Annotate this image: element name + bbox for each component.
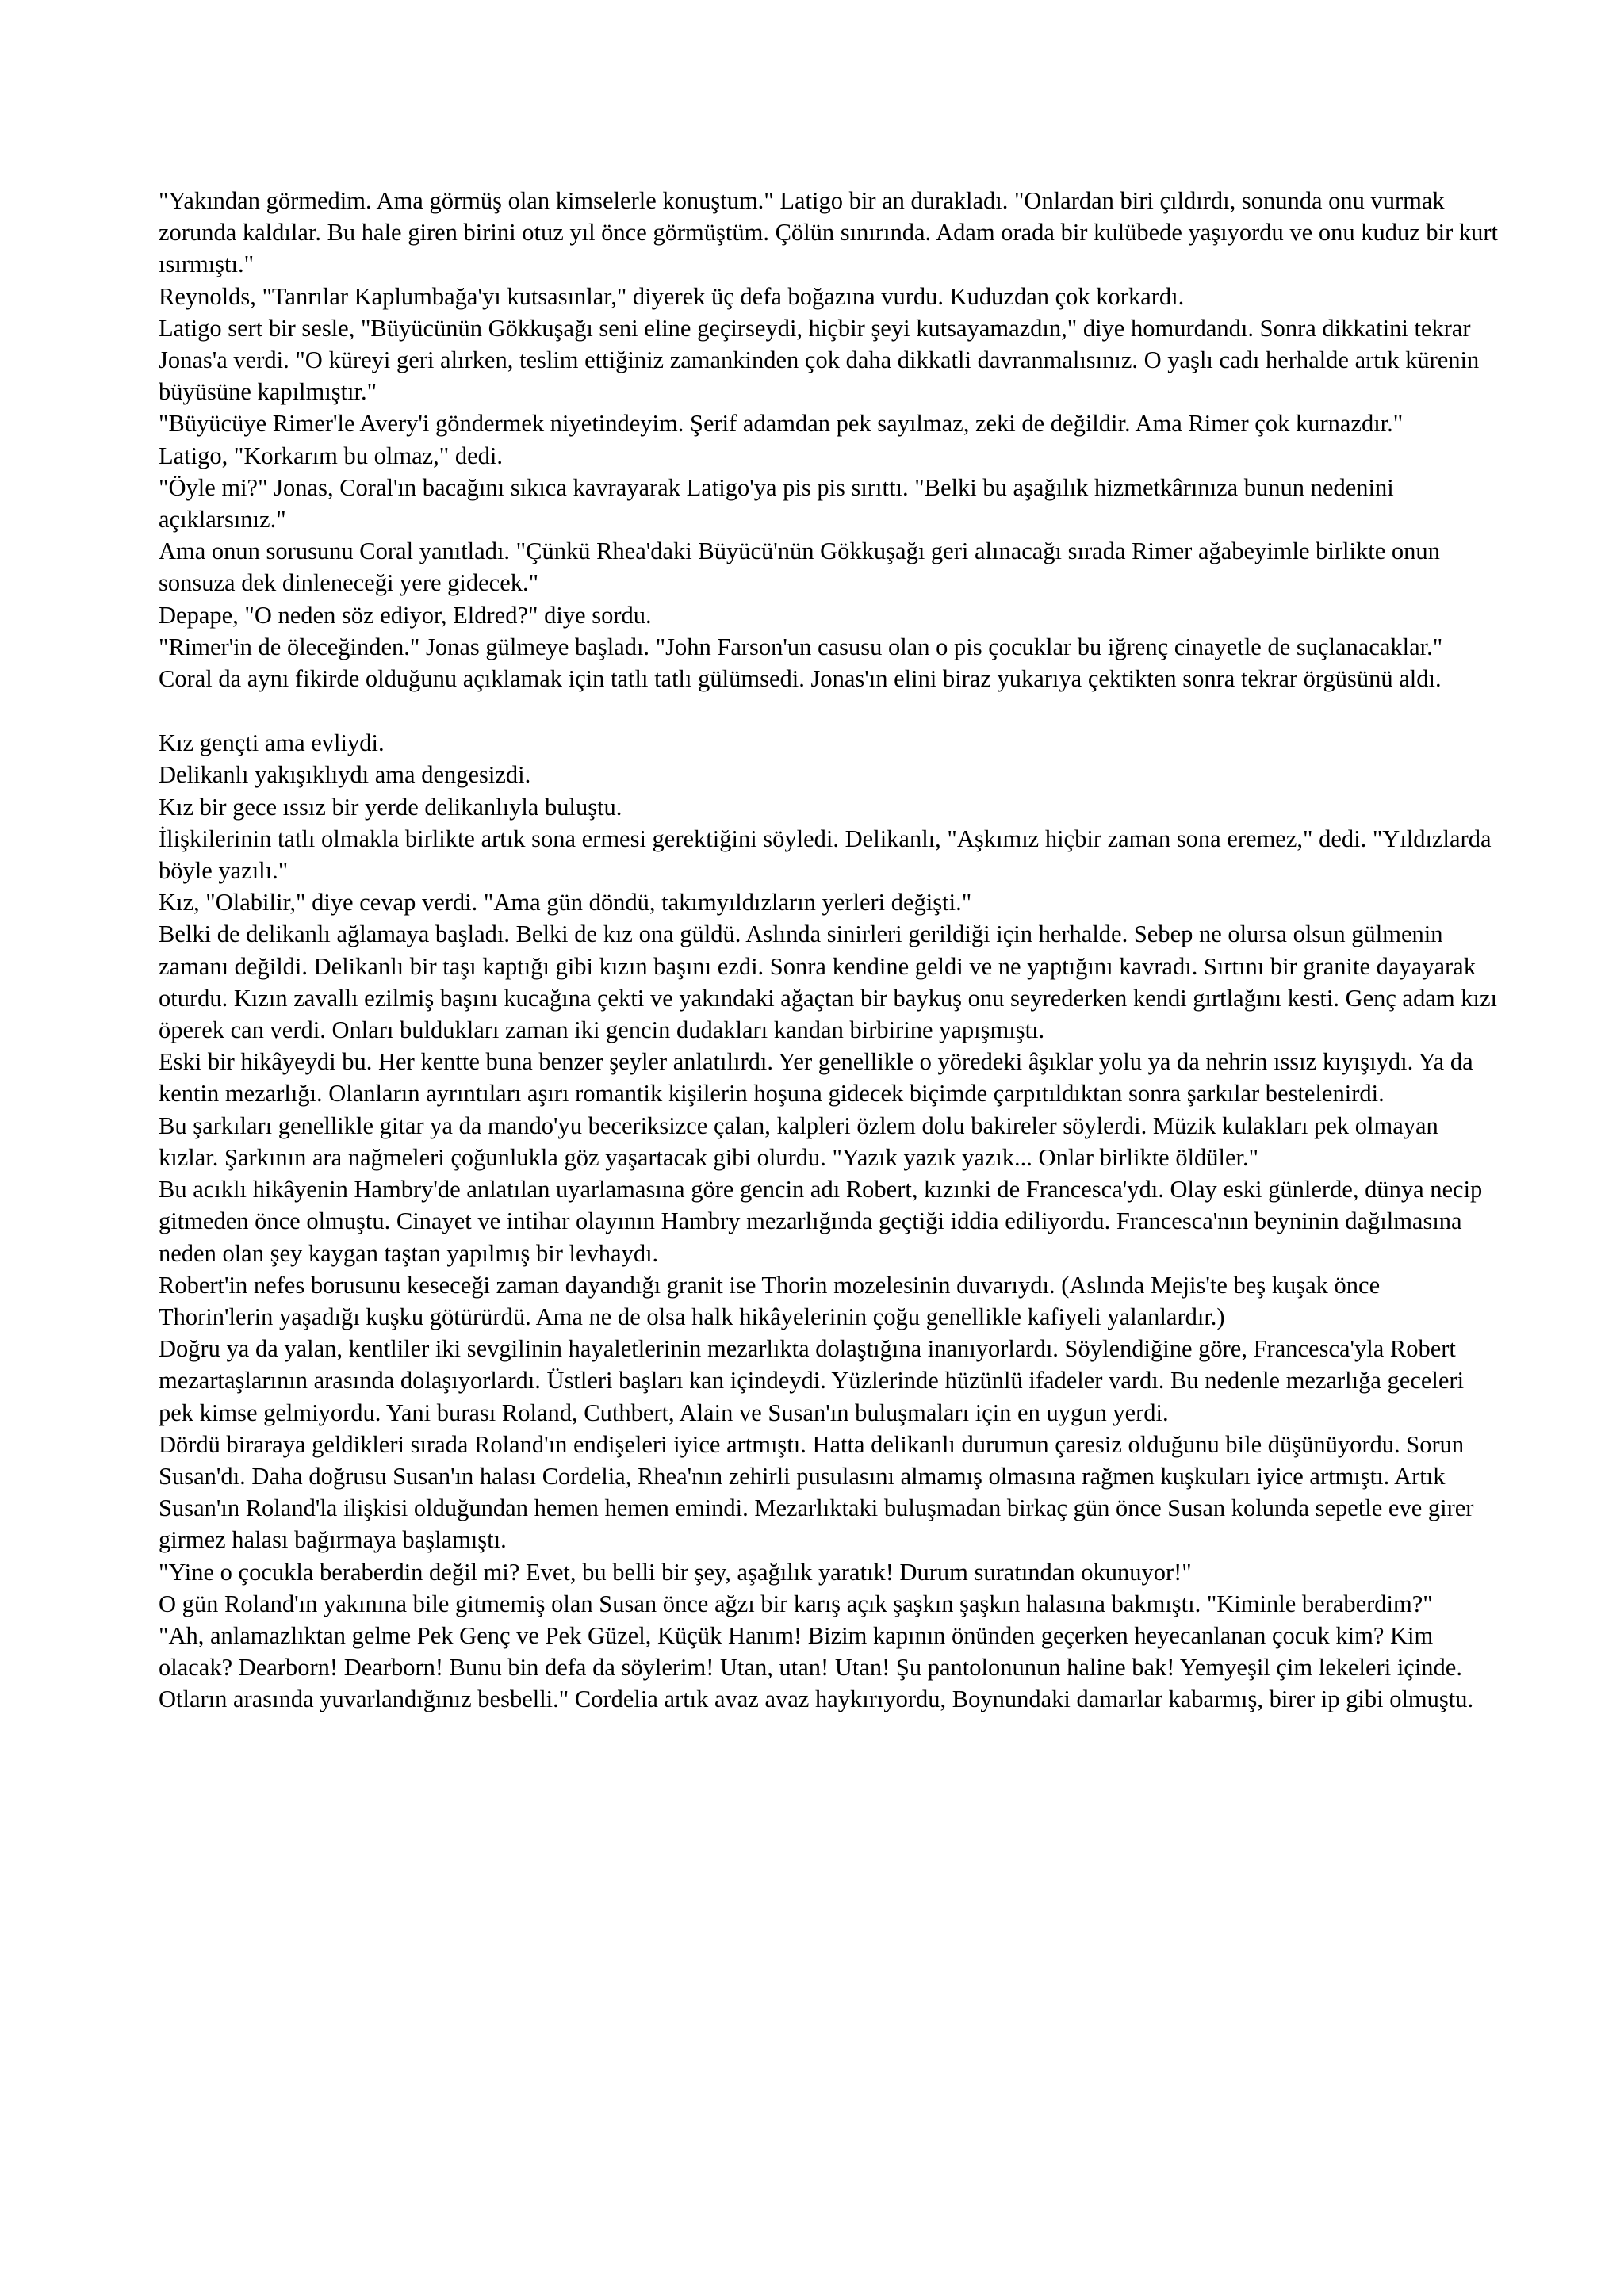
paragraph: "Öyle mi?" Jonas, Coral'ın bacağını sıkıca kavrayarak Latigo'ya pis pis sırıttı. "Belki bu aşağılık hizmetkârınıza bunun nedenini açıklarsınız.": [159, 473, 1394, 534]
paragraph: Bu şarkıları genellikle gitar ya da mando'yu beceriksizce çalan, kalpleri özlem dolu bakireler söylerdi. Müzik kulakları pek olmayan kızlar. Şarkının ara nağmeleri çoğunlukla göz yaşartacak gibi olurdu. "Yazık yazık yazık... Onlar birlikte öldüler.": [159, 1112, 1438, 1171]
paragraph: Coral da aynı fikirde olduğunu açıklamak için tatlı tatlı gülümsedi. Jonas'ın elini biraz yukarıya çektikten sonra tekrar örgüsünü aldı.: [159, 665, 1442, 693]
paragraph: "Büyücüye Rimer'le Avery'i göndermek niyetindeyim. Şerif adamdan pek sayılmaz, zeki de değildir. Ama Rimer çok kurnazdır.": [159, 410, 1404, 438]
section-1: [159, 185, 1499, 695]
paragraph: "Ah, anlamazlıktan gelme Pek Genç ve Pek Güzel, Küçük Hanım! Bizim kapının önünden geçerken heyecanlanan çocuk kim? Kim olacak? Dearborn! Dearborn! Bunu bin defa da söylerim! Utan, utan! Utan! Şu pantolonunun haline bak! Yemyeşil çim lekeleri içinde. Otların arasında yuvarlandığınız besbelli." Cordelia artık avaz avaz haykırıyordu, Boynundaki damarlar kabarmış, birer ip gibi olmuştu.: [159, 1621, 1474, 1713]
paragraph: İlişkilerinin tatlı olmakla birlikte artık sona ermesi gerektiğini söyledi. Delikanlı, "Aşkımız hiçbir zaman sona eremez," dedi. "Yıldızlarda böyle yazılı.": [159, 825, 1492, 885]
paragraph: Ama onun sorusunu Coral yanıtladı. "Çünkü Rhea'daki Büyücü'nün Gökkuşağı geri alınacağı sırada Rimer ağabeyimle birlikte onun sonsuza dek dinleneceği yere gidecek.": [159, 538, 1440, 597]
paragraph: "Rimer'in de öleceğinden." Jonas gülmeye başladı. "John Farson'un casusu olan o pis çocuklar bu iğrenç cinayetle de suçlanacaklar.": [159, 633, 1443, 660]
paragraph: Belki de delikanlı ağlamaya başladı. Belki de kız ona güldü. Aslında sinirleri gerildiği için herhalde. Sebep ne olursa olsun gülmenin zamanı değildi. Delikanlı bir taşı kaptığı gibi kızın başını ezdi. Sonra kendine geldi ve ne yaptığını kavradı. Sırtını bir granite dayayarak oturdu. Kızın zavallı ezilmiş başını kucağına çekti ve yakındaki ağaçtan bir baykuş onu seyrederken kendi gırtlağını kesti. Genç adam kızı öperek can verdi. Onları buldukları zaman iki gencin dudakları kandan birbirine yapışmıştı.: [159, 920, 1497, 1044]
paragraph: Bu acıklı hikâyenin Hambry'de anlatılan uyarlamasına göre gencin adı Robert, kızınki de Francesca'ydı. Olay eski günlerde, dünya necip gitmeden önce olmuştu. Cinayet ve intihar olayının Hambry mezarlığında geçtiği iddia ediliyordu. Francesca'nın beyninin dağılmasına neden olan şey kaygan taştan yapılmış bir levhaydı.: [159, 1176, 1483, 1267]
paragraph: O gün Roland'ın yakınına bile gitmemiş olan Susan önce ağzı bir karış açık şaşkın şaşkın halasına bakmıştı. "Kiminle beraberdim?": [159, 1590, 1433, 1617]
paragraph: Robert'in nefes borusunu keseceği zaman dayandığı granit ise Thorin mozelesinin duvarıydı. (Aslında Mejis'te beş kuşak önce Thorin'lerin yaşadığı kuşku götürürdü. Ama ne de olsa halk hikâyelerinin çoğu genellikle kafiyeli yalanlardır.): [159, 1271, 1381, 1330]
paragraph: "Yakından görmedim. Ama görmüş olan kimselerle konuştum." Latigo bir an durakladı. "Onlardan biri çıldırdı, sonunda onu vurmak zorunda kaldılar. Bu hale giren birini otuz yıl önce görmüştüm. Çölün sınırında. Adam orada bir kulübede yaşıyordu ve onu kuduz bir kurt ısırmıştı.": [159, 187, 1499, 278]
paragraph: Latigo sert bir sesle, "Büyücünün Gökkuşağı seni eline geçirseydi, hiçbir şeyi kutsayamazdın," diye homurdandı. Sonra dikkatini tekrar Jonas'a verdi. "O küreyi geri alırken, teslim ettiğiniz zamankinden çok daha dikkatli davranmalısınız. O yaşlı cadı herhalde artık kürenin büyüsüne kapılmıştır.": [159, 314, 1480, 406]
section-break: [159, 695, 1499, 727]
paragraph: Depape, "O neden söz ediyor, Eldred?" diye sordu.: [159, 601, 652, 629]
paragraph: Kız gençti ama evliydi.: [159, 729, 385, 757]
paragraph: Kız bir gece ıssız bir yerde delikanlıyla buluştu.: [159, 793, 622, 821]
paragraph: Kız, "Olabilir," diye cevap verdi. "Ama gün döndü, takımyıldızların yerleri değişti.": [159, 889, 972, 916]
document-page: [159, 185, 1499, 1716]
paragraph: Reynolds, "Tanrılar Kaplumbağa'yı kutsasınlar," diyerek üç defa boğazına vurdu. Kuduzdan çok korkardı.: [159, 282, 1185, 310]
paragraph: Dördü biraraya geldikleri sırada Roland'ın endişeleri iyice artmıştı. Hatta delikanlı durumun çaresiz olduğunu bile düşünüyordu. Sorun Susan'dı. Daha doğrusu Susan'ın halası Cordelia, Rhea'nın zehirli pusulasını almamış olmasına rağmen kuşkuları iyice artmıştı. Artık Susan'ın Roland'la ilişkisi olduğundan hemen hemen emindi. Mezarlıktaki buluşmadan birkaç gün önce Susan kolunda sepetle eve girer girmez halası bağırmaya başlamıştı.: [159, 1430, 1474, 1554]
section-2: [159, 727, 1499, 1715]
paragraph: Doğru ya da yalan, kentliler iki sevgilinin hayaletlerinin mezarlıkta dolaştığına inanıyorlardı. Söylendiğine göre, Francesca'yla Robert mezartaşlarının arasında dolaşıyorlardı. Üstleri başları kan içindeydi. Yüzlerinde hüzünlü ifadeler vardı. Bu nedenle mezarlığa geceleri pek kimse gelmiyordu. Yani burası Roland, Cuthbert, Alain ve Susan'ın buluşmaları için en uygun yerdi.: [159, 1335, 1465, 1426]
paragraph: Eski bir hikâyeydi bu. Her kentte buna benzer şeyler anlatılırdı. Yer genellikle o yöredeki âşıklar yolu ya da nehrin ıssız kıyışıydı. Ya da kentin mezarlığı. Olanların ayrıntıları aşırı romantik kişilerin hoşuna gidecek biçimde çarpıtıldıktan sonra şarkılar bestelenirdi.: [159, 1048, 1473, 1108]
paragraph: Delikanlı yakışıklıydı ama dengesizdi.: [159, 761, 531, 789]
paragraph: Latigo, "Korkarım bu olmaz," dedi.: [159, 442, 503, 469]
paragraph: "Yine o çocukla beraberdin değil mi? Evet, bu belli bir şey, aşağılık yaratık! Durum suratından okunuyor!": [159, 1558, 1192, 1586]
